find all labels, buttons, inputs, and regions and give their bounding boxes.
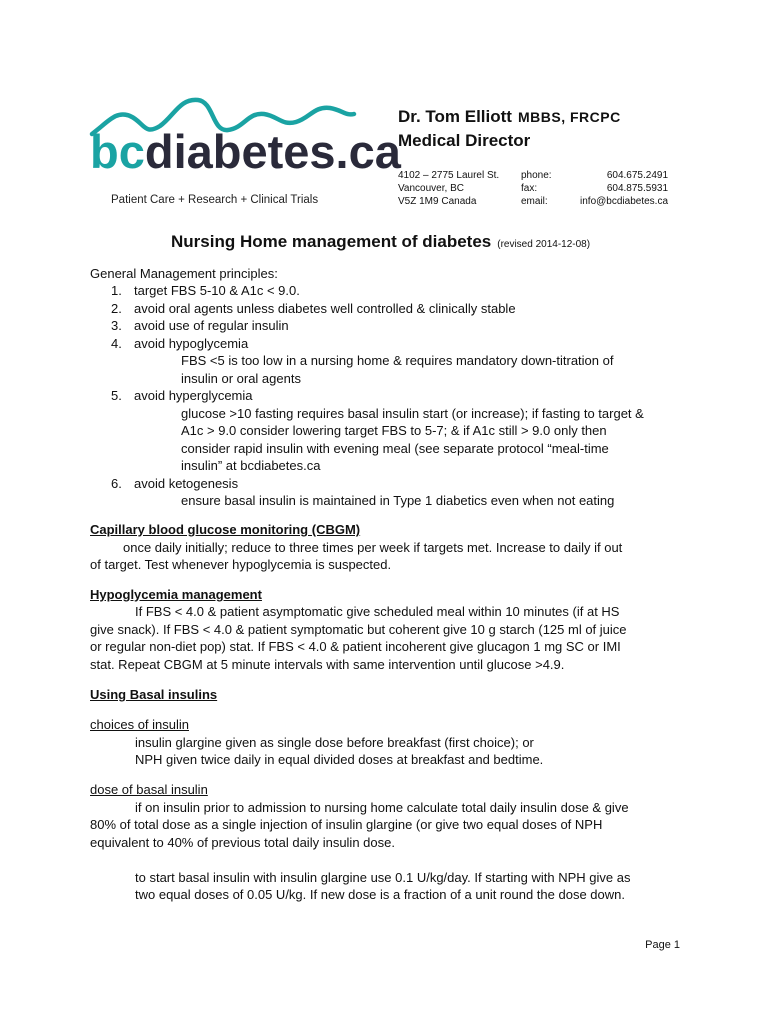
- logo-prefix: bc: [90, 125, 145, 178]
- list-item: avoid hypoglycemia: [134, 336, 249, 351]
- general-heading: General Management principles:: [90, 266, 278, 281]
- phone-value: 604.675.2491: [606, 170, 668, 181]
- address-line: 4102 – 2775 Laurel St.: [398, 170, 500, 181]
- paragraph-line: NPH given twice daily in equal divided doses at breakfast and bedtime.: [135, 752, 544, 767]
- address-line: Vancouver, BC: [398, 183, 464, 194]
- list-number: 4.: [111, 336, 122, 351]
- document-title: [171, 232, 590, 252]
- page-number: Page 1: [645, 939, 680, 951]
- paragraph-line: two equal doses of 0.05 U/kg. If new dose is a fraction of a unit round the dose down.: [135, 887, 625, 902]
- paragraph-line: insulin glargine given as single dose before breakfast (first choice); or: [135, 735, 534, 750]
- list-number: 3.: [111, 318, 122, 333]
- address-line: V5Z 1M9 Canada: [398, 196, 477, 207]
- list-item: avoid use of regular insulin: [134, 318, 289, 333]
- cbgm-heading: Capillary blood glucose monitoring (CBGM): [90, 522, 361, 537]
- paragraph-line: of target. Test whenever hypoglycemia is suspected.: [90, 557, 392, 572]
- logo-rest: diabetes.ca: [144, 125, 401, 178]
- phone-label: phone:: [521, 170, 552, 181]
- list-item: target FBS 5-10 & A1c < 9.0.: [134, 283, 300, 298]
- list-item: avoid oral agents unless diabetes well controlled & clinically stable: [134, 301, 516, 316]
- logo-wordmark: [90, 125, 401, 178]
- doctor-name-text: Dr. Tom Elliott: [398, 107, 512, 126]
- list-number: 2.: [111, 301, 122, 316]
- email-value: info@bcdiabetes.ca: [580, 196, 668, 207]
- paragraph-line: 80% of total dose as a single injection of insulin glargine (or give two equal doses of NPH: [90, 817, 603, 832]
- fax-label: fax:: [521, 183, 538, 194]
- fax-value: 604.875.5931: [606, 183, 668, 194]
- detail-line: insulin or oral agents: [181, 371, 301, 386]
- doctor-title: Medical Director: [398, 131, 531, 150]
- detail-line: insulin” at bcdiabetes.ca: [181, 458, 321, 473]
- paragraph-line: to start basal insulin with insulin glargine use 0.1 U/kg/day. If starting with NPH give as: [135, 870, 631, 885]
- hypoglycemia-heading: Hypoglycemia management: [90, 587, 262, 602]
- detail-line: A1c > 9.0 consider lowering target FBS to 5-7; & if A1c still > 9.0 only then: [181, 423, 607, 438]
- document-title-text: Nursing Home management of diabetes: [171, 232, 492, 251]
- paragraph-line: stat. Repeat CBGM at 5 minute intervals with same intervention until glucose >4.9.: [90, 657, 565, 672]
- paragraph-line: equivalent to 40% of previous total daily insulin dose.: [90, 835, 395, 850]
- dose-heading: dose of basal insulin: [90, 782, 208, 797]
- list-number: 1.: [111, 283, 122, 298]
- paragraph-line: if on insulin prior to admission to nursing home calculate total daily insulin dose & give: [135, 800, 629, 815]
- paragraph-line: give snack). If FBS < 4.0 & patient symptomatic but coherent give 10 g starch (125 ml of juice: [90, 622, 627, 637]
- detail-line: ensure basal insulin is maintained in Type 1 diabetics even when not eating: [181, 493, 615, 508]
- basal-insulins-heading: Using Basal insulins: [90, 687, 218, 702]
- contact-labels: [521, 169, 552, 208]
- list-item: avoid ketogenesis: [134, 476, 239, 491]
- list-item: avoid hyperglycemia: [134, 388, 253, 403]
- contact-values: [580, 169, 668, 208]
- address-block: [398, 169, 499, 208]
- doctor-credentials: MBBS, FRCPC: [517, 109, 621, 125]
- email-label: email:: [521, 196, 548, 207]
- detail-line: glucose >10 fasting requires basal insulin start (or increase); if fasting to target &: [181, 406, 644, 421]
- paragraph-line: If FBS < 4.0 & patient asymptomatic give scheduled meal within 10 minutes (if at HS: [135, 604, 620, 619]
- revision-date: (revised 2014-12-08): [497, 239, 591, 250]
- detail-line: consider rapid insulin with evening meal (see separate protocol “meal-time: [181, 441, 609, 456]
- logo-tagline: Patient Care + Research + Clinical Trials: [111, 194, 319, 206]
- paragraph-line: once daily initially; reduce to three times per week if targets met. Increase to daily if out: [123, 540, 623, 555]
- list-number: 6.: [111, 476, 122, 491]
- list-number: 5.: [111, 388, 122, 403]
- choices-heading: choices of insulin: [90, 717, 189, 732]
- paragraph-line: or regular non-diet pop) stat. If FBS < 4.0 & patient incoherent give glucagon 1 mg SC or IMI: [90, 639, 621, 654]
- doctor-name: [398, 107, 621, 127]
- detail-line: FBS <5 is too low in a nursing home & requires mandatory down-titration of: [181, 353, 614, 368]
